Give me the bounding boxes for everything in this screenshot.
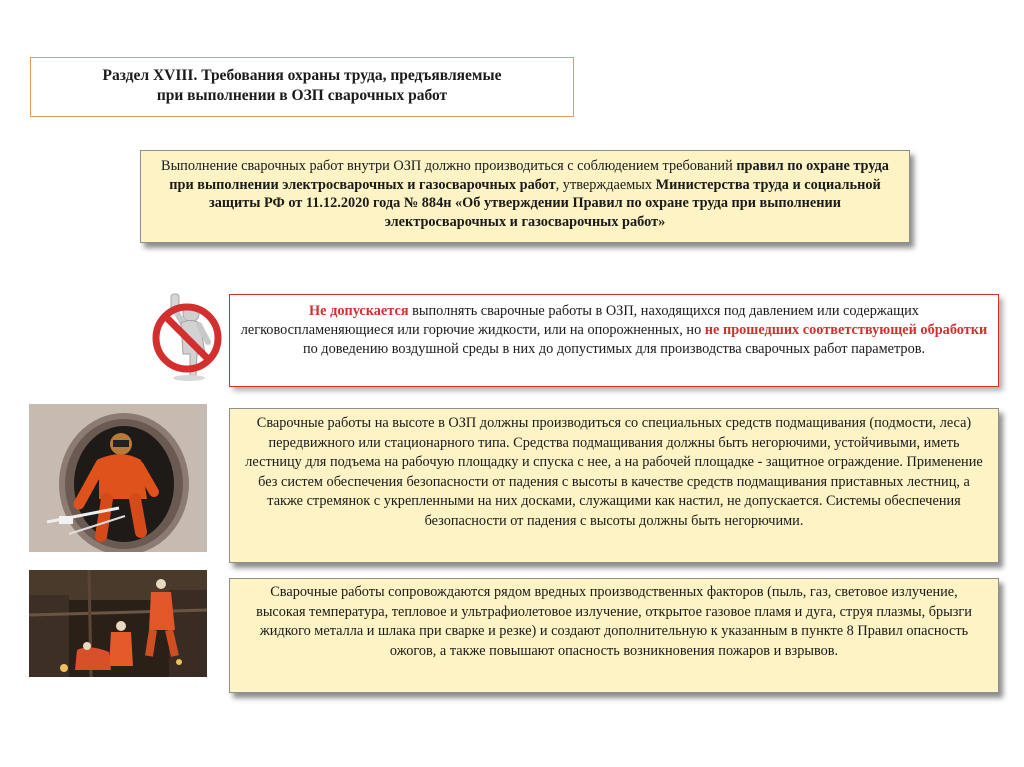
- prohibition-sign-icon: [150, 292, 228, 384]
- hazard-factors-box: Сварочные работы сопровождаются рядом вредных производственных факторов (пыль, газ, световое излучение, высокая температура, тепловое и ультрафиолетовое излучение, открытое газовое пламя и дуга, струя плазмы, брызги жидкого металла и шлака при сварке и резке) и создают дополнительную к указанным в пункте 8 Правил опасность ожогов, а также повышают опасность возникновения пожаров и взрывов.: [229, 578, 999, 693]
- workers-in-tank-photo: [29, 570, 207, 677]
- section-title-line2: при выполнении в ОЗП сварочных работ: [156, 87, 448, 104]
- regulation-reference-box: Выполнение сварочных работ внутри ОЗП должно производиться с соблюдением требований правил по охране труда при выполнении электросварочных и газосварочных работ, утверждаемых Министерства труда и социальной защиты РФ от 11.12.2020 года № 884н «Об утверждении Правил по охране труда при выполнении электросварочных и газосварочных работ»: [140, 150, 910, 243]
- worker-in-manhole-photo: [29, 404, 207, 552]
- section-title-line1: Раздел XVIII. Требования охраны труда, предъявляемые: [102, 67, 502, 84]
- height-work-requirements-box: Сварочные работы на высоте в ОЗП должны производиться со специальных средств подмащивания (подмости, леса) передвижного или стационарного типа. Средства подмащивания должны быть негорючими, устойчивыми, иметь лестницу для подъема на рабочую площадку и спуска с нее, а на рабочей площадке - защитное ограждение. Применение без систем обеспечения безопасности от падения с высоты в качестве средств подмащивания приставных лестниц, а также стремянок с укрепленными на них досками, служащими как настил, не допускается. Системы обеспечения безопасности от падения с высоты должны быть негорючими.: [229, 408, 999, 563]
- section-title: [30, 57, 574, 117]
- prohibition-box: Не допускается выполнять сварочные работы в ОЗП, находящихся под давлением или содержащих легковоспламеняющиеся или горючие жидкости, или на опорожненных, но не прошедших соответствующей обработки по доведению воздушной среды в них до допустимых для производства сварочных работ параметров.: [229, 294, 999, 387]
